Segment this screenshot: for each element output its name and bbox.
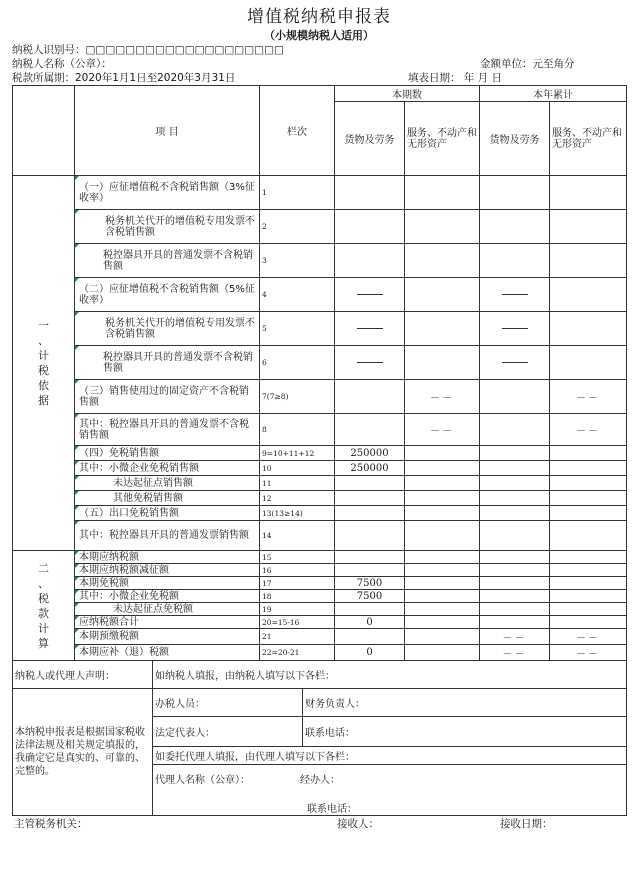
row-number: 17 (260, 577, 335, 590)
current-services-value[interactable] (405, 645, 480, 661)
table-row (13, 244, 627, 278)
table-row (13, 346, 627, 380)
table-row (13, 461, 627, 476)
current-goods-value[interactable]: 250000 (335, 446, 405, 461)
table-row (13, 616, 627, 629)
current-goods-value[interactable]: 7500 (335, 577, 405, 590)
row-number: 16 (260, 564, 335, 577)
agent-phone-field[interactable]: 联系电话： (307, 804, 357, 815)
row-label: 税务机关代开的增值税专用发票不含税销售额 (75, 312, 260, 346)
row-label: 税控器具开具的普通发票不含税销售额 (75, 346, 260, 380)
current-services-value[interactable] (405, 564, 480, 577)
dash-mark (357, 362, 383, 363)
form-subtitle: （小规模纳税人适用） (264, 29, 374, 42)
year-services-value[interactable] (550, 414, 627, 446)
year-services-value[interactable] (550, 521, 627, 551)
current-services-value[interactable] (405, 244, 480, 278)
year-services-value[interactable] (550, 551, 627, 564)
year-goods-value[interactable] (480, 244, 550, 278)
form-title: 增值税纳税申报表 (247, 7, 391, 27)
current-goods-value[interactable] (335, 564, 405, 577)
year-goods-value[interactable] (480, 616, 550, 629)
dash-mark (502, 328, 528, 329)
current-services-value[interactable] (405, 629, 480, 645)
receiver-label: 接收人： (337, 818, 379, 830)
agent-handler-field[interactable]: 经办人： (300, 775, 340, 786)
year-goods-value[interactable] (480, 210, 550, 244)
year-goods-value[interactable] (480, 551, 550, 564)
year-services-value[interactable] (550, 491, 627, 506)
services-header: 服务、不动产和无形资产 (405, 102, 480, 176)
row-number: 4 (260, 278, 335, 312)
current-services-value[interactable] (405, 176, 480, 210)
dash-mark: －－ (576, 633, 600, 644)
row-label: （四）免税销售额 (75, 446, 260, 461)
year-goods-value[interactable] (480, 380, 550, 414)
year-goods-value[interactable] (480, 346, 550, 380)
section-char: 算 (38, 636, 49, 650)
year-services-value[interactable] (550, 629, 627, 645)
section-char: 款 (38, 606, 49, 620)
current-goods-value[interactable] (335, 414, 405, 446)
current-services-value[interactable] (405, 461, 480, 476)
row-label: 其中：小微企业免税销售额 (75, 461, 260, 476)
current-goods-value[interactable]: 0 (335, 616, 405, 629)
table-row (13, 312, 627, 346)
agent-info-cell (153, 765, 627, 816)
table-row (13, 210, 627, 244)
current-services-value[interactable] (405, 346, 480, 380)
row-number: 13(13≥14) (260, 506, 335, 521)
row-number: 5 (260, 312, 335, 346)
row-label: 税务机关代开的增值税专用发票不含税销售额 (75, 210, 260, 244)
row-number: 21 (260, 629, 335, 645)
year-services-value[interactable] (550, 616, 627, 629)
row-number: 20=15-16 (260, 616, 335, 629)
year-services-value[interactable] (550, 645, 627, 661)
year-goods-value[interactable] (480, 521, 550, 551)
row-label: （五）出口免税销售额 (75, 506, 260, 521)
current-goods-value[interactable]: 0 (335, 645, 405, 661)
goods-year-header: 货物及劳务 (480, 102, 550, 176)
section-char: 、 (38, 334, 49, 347)
section-char: 一 (38, 319, 49, 332)
row-label: 税控器具开具的普通发票不含税销售额 (75, 244, 260, 278)
row-number: 22=20-21 (260, 645, 335, 661)
current-goods-value[interactable] (335, 551, 405, 564)
dash-mark: －－ (576, 393, 600, 404)
receive-date-label: 接收日期： (500, 818, 553, 830)
dash-mark: －－ (576, 649, 600, 660)
current-goods-value[interactable] (335, 278, 405, 312)
current-goods-value[interactable] (335, 629, 405, 645)
year-goods-value[interactable] (480, 629, 550, 645)
current-goods-value[interactable] (335, 506, 405, 521)
current-goods-value[interactable] (335, 346, 405, 380)
year-goods-value[interactable] (480, 476, 550, 491)
section-char: 计 (38, 349, 49, 362)
row-number: 3 (260, 244, 335, 278)
row-number: 14 (260, 521, 335, 551)
row-label: （一）应征增值税不含税销售额（3%征收率） (75, 176, 260, 210)
current-services-value[interactable] (405, 491, 480, 506)
table-row (13, 521, 627, 551)
section-char: 据 (38, 394, 49, 407)
taxpayer-name-line (12, 57, 626, 71)
year-goods-value[interactable] (480, 278, 550, 312)
dash-mark (357, 328, 383, 329)
fill-date: 填表日期： 年 月 日 (408, 72, 503, 84)
row-label: 应纳税额合计 (75, 616, 260, 629)
year-total-header: 本年累计 (480, 86, 627, 102)
self-fill-note: 如纳税人填报，由纳税人填写以下各栏： (153, 661, 627, 689)
services-year-header: 服务、不动产和无形资产 (550, 102, 627, 176)
taxpayer-name-label: 纳税人名称（公章）： (12, 58, 112, 70)
year-services-value[interactable] (550, 461, 627, 476)
row-number: 8 (260, 414, 335, 446)
row-label: （二）应征增值税不含税销售额（5%征收率） (75, 278, 260, 312)
current-services-value[interactable] (405, 312, 480, 346)
year-services-value[interactable] (550, 380, 627, 414)
current-services-value[interactable] (405, 278, 480, 312)
taxpayer-id-label: 纳税人识别号： (12, 44, 86, 56)
section-char: 二 (38, 561, 49, 575)
table-row (13, 629, 627, 645)
row-number: 2 (260, 210, 335, 244)
dash-mark: －－ (430, 426, 454, 437)
col-item-header: 项 目 (75, 86, 260, 176)
current-goods-value[interactable]: 250000 (335, 461, 405, 476)
year-services-value[interactable] (550, 506, 627, 521)
year-goods-value[interactable] (480, 461, 550, 476)
year-services-value[interactable] (550, 244, 627, 278)
form-footer (12, 816, 626, 832)
row-number: 6 (260, 346, 335, 380)
current-services-value[interactable] (405, 603, 480, 616)
current-goods-value[interactable] (335, 210, 405, 244)
current-services-value[interactable] (405, 380, 480, 414)
current-period-header: 本期数 (335, 86, 480, 102)
table-row (13, 590, 627, 603)
agent-fill-note: 如委托代理人填报，由代理人填写以下各栏： (153, 747, 627, 765)
year-services-value[interactable] (550, 346, 627, 380)
row-label: 未达起征点免税额 (75, 603, 260, 616)
row-label: 本期应纳税额 (75, 551, 260, 564)
current-services-value[interactable] (405, 476, 480, 491)
finance-head-field[interactable]: 财务负责人： (303, 689, 627, 717)
row-label: 其他免税销售额 (75, 491, 260, 506)
table-row (13, 645, 627, 661)
row-label: 本期应纳税额减征额 (75, 564, 260, 577)
row-number: 18 (260, 590, 335, 603)
year-services-value[interactable] (550, 577, 627, 590)
table-row (13, 476, 627, 491)
year-services-value[interactable] (550, 312, 627, 346)
year-services-value[interactable] (550, 176, 627, 210)
row-label: 其中：小微企业免税额 (75, 590, 260, 603)
section-char: 、 (38, 576, 49, 590)
row-number: 9=10+11+12 (260, 446, 335, 461)
current-services-value[interactable] (405, 446, 480, 461)
table-row (13, 414, 627, 446)
current-goods-value[interactable] (335, 244, 405, 278)
row-label: 本期免税额 (75, 577, 260, 590)
declaration-text: 本纳税申报表是根据国家税收法律法规及相关规定填报的，我确定它是真实的、可靠的、完整的。 (13, 689, 153, 816)
year-goods-value[interactable] (480, 645, 550, 661)
row-label: 本期应补（退）税额 (75, 645, 260, 661)
current-services-value[interactable] (405, 616, 480, 629)
table-row (13, 176, 627, 210)
handler-field[interactable]: 办税人员： (153, 689, 303, 717)
row-number: 19 (260, 603, 335, 616)
current-services-value[interactable] (405, 590, 480, 603)
current-goods-value[interactable]: 7500 (335, 590, 405, 603)
current-goods-value[interactable] (335, 603, 405, 616)
year-services-value[interactable] (550, 590, 627, 603)
section-tax-calc (13, 551, 75, 661)
declaration-table (12, 85, 627, 661)
section-char: 税 (38, 591, 49, 605)
year-services-value[interactable] (550, 476, 627, 491)
corner-cell (13, 86, 75, 176)
section-tax-basis (13, 176, 75, 551)
current-goods-value[interactable] (335, 176, 405, 210)
dash-mark: －－ (576, 426, 600, 437)
year-services-value[interactable] (550, 603, 627, 616)
row-label: 未达起征点销售额 (75, 476, 260, 491)
taxpayer-id-line (12, 43, 626, 57)
row-label: 其中：税控器具开具的普通发票销售额 (75, 521, 260, 551)
table-row (13, 446, 627, 461)
table-row (13, 577, 627, 590)
dash-mark (502, 362, 528, 363)
year-services-value[interactable] (550, 278, 627, 312)
dash-mark: －－ (502, 649, 527, 660)
current-services-value[interactable] (405, 210, 480, 244)
amount-unit: 金额单位：元至角分 (480, 58, 575, 70)
signature-table (12, 660, 627, 816)
tax-authority-label: 主管税务机关： (14, 818, 88, 830)
current-goods-value[interactable] (335, 491, 405, 506)
period-line (12, 71, 626, 85)
current-goods-value[interactable] (335, 312, 405, 346)
col-no-header: 栏次 (260, 86, 335, 176)
legal-rep-field[interactable]: 法定代表人： (153, 717, 303, 747)
current-goods-value[interactable] (335, 380, 405, 414)
goods-header: 货物及劳务 (335, 102, 405, 176)
section-char: 计 (38, 621, 49, 635)
dash-mark (502, 294, 528, 295)
section-char: 依 (38, 379, 49, 392)
year-goods-value[interactable] (480, 603, 550, 616)
row-number: 12 (260, 491, 335, 506)
current-services-value[interactable] (405, 506, 480, 521)
current-goods-value[interactable] (335, 521, 405, 551)
declaration-title: 纳税人或代理人声明： (13, 661, 153, 689)
year-goods-value[interactable] (480, 312, 550, 346)
table-row (13, 506, 627, 521)
row-label: 本期预缴税额 (75, 629, 260, 645)
table-row (13, 564, 627, 577)
row-number: 7(7≥8) (260, 380, 335, 414)
year-goods-value[interactable] (480, 414, 550, 446)
year-services-value[interactable] (550, 564, 627, 577)
tax-period: 税款所属期：2020年1月1日至2020年3月31日 (12, 72, 236, 84)
tax-return-form (12, 6, 626, 832)
agent-name-field[interactable]: 代理人名称（公章）： (155, 775, 250, 786)
row-number: 15 (260, 551, 335, 564)
phone-field[interactable]: 联系电话： (303, 717, 627, 747)
table-row (13, 551, 627, 564)
dash-mark: －－ (430, 393, 454, 404)
row-label: 其中：税控器具开具的普通发票不含税销售额 (75, 414, 260, 446)
year-goods-value[interactable] (480, 446, 550, 461)
table-row (13, 491, 627, 506)
dash-mark (357, 294, 383, 295)
current-goods-value[interactable] (335, 476, 405, 491)
row-label: （三）销售使用过的固定资产不含税销售额 (75, 380, 260, 414)
row-number: 11 (260, 476, 335, 491)
row-number: 10 (260, 461, 335, 476)
section-char: 税 (38, 364, 49, 377)
row-number: 1 (260, 176, 335, 210)
year-goods-value[interactable] (480, 590, 550, 603)
current-services-value[interactable] (405, 414, 480, 446)
year-services-value[interactable] (550, 210, 627, 244)
current-services-value[interactable] (405, 577, 480, 590)
current-services-value[interactable] (405, 551, 480, 564)
year-goods-value[interactable] (480, 176, 550, 210)
table-row (13, 380, 627, 414)
year-goods-value[interactable] (480, 577, 550, 590)
dash-mark: －－ (502, 633, 527, 644)
year-goods-value[interactable] (480, 564, 550, 577)
year-goods-value[interactable] (480, 506, 550, 521)
taxpayer-id-boxes[interactable]: □□□□□□□□□□□□□□□□□□□□ (85, 44, 284, 56)
table-row (13, 603, 627, 616)
table-row (13, 278, 627, 312)
year-services-value[interactable] (550, 446, 627, 461)
current-services-value[interactable] (405, 521, 480, 551)
year-goods-value[interactable] (480, 491, 550, 506)
